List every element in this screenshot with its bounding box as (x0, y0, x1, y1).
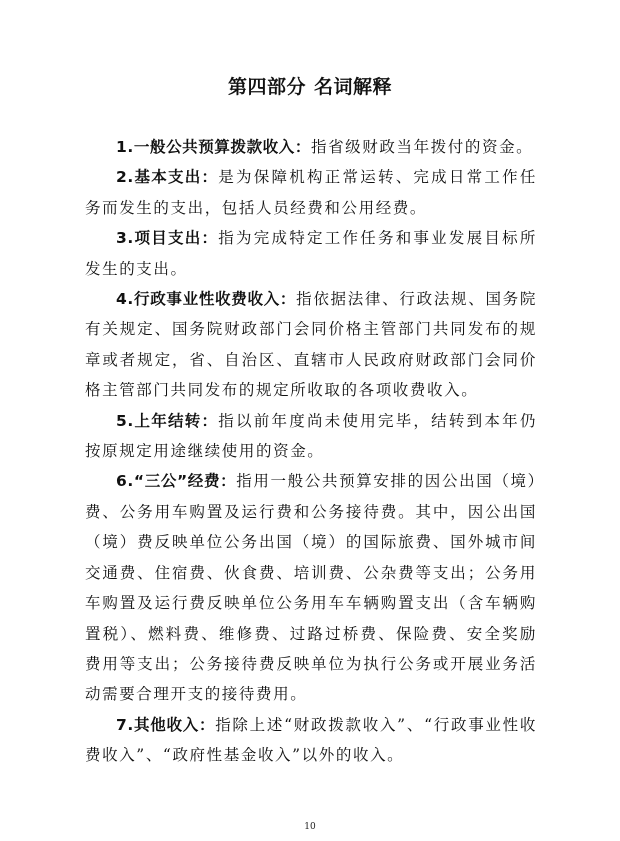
definition-term: 1.一般公共预算拨款收入： (116, 138, 311, 156)
definition-term: 5.上年结转： (116, 411, 219, 430)
definition-paragraph (85, 284, 537, 406)
definition-paragraph (85, 406, 537, 467)
page-title (0, 72, 620, 99)
title-name: 名词解释 (314, 76, 393, 98)
definition-term: 2.基本支出： (116, 168, 219, 187)
definition-text: 指为完成特定工作任务和事业发展目标所发生的支出。 (85, 229, 537, 278)
definition-text: 指省级财政当年拨付的资金。 (310, 138, 534, 156)
definition-paragraph (85, 223, 537, 284)
title-part: 第四部分 (227, 76, 306, 98)
definition-paragraph (85, 710, 537, 771)
page-number: 10 (304, 822, 316, 832)
definition-text: 指依据法律、行政法规、国务院有关规定、国务院财政部门会同价格主管部门共同发布的规章或者规定，省、自治区、直辖市人民政府财政部门会同价格主管部门共同发布的规定所收取的各项收费收入。 (85, 290, 537, 400)
definition-text: 是为保障机构正常运转、完成日常工作任务而发生的支出，包括人员经费和公用经费。 (85, 168, 537, 217)
definition-paragraph (85, 466, 537, 709)
definition-paragraph (85, 162, 537, 223)
definition-text: 指除上述“财政拨款收入”、“行政事业性收费收入”、“政府性基金收入”以外的收入。 (85, 715, 538, 765)
definition-text: 指以前年度尚未使用完毕，结转到本年仍按原规定用途继续使用的资金。 (85, 411, 537, 461)
definition-term: 4.行政事业性收费收入： (116, 290, 297, 309)
definition-term: 3.项目支出： (116, 229, 219, 248)
definition-term: 7.其他收入： (116, 715, 216, 734)
definition-paragraph (85, 132, 537, 162)
definitions-list (85, 132, 537, 771)
definition-text: 指用一般公共预算安排的因公出国（境）费、公务用车购置及运行费和公务接待费。其中，因公出国（境）费反映单位公务出国（境）的国际旅费、国外城市间交通费、住宿费、伙食费、培训费、公杂费等支出；公务用车购置及运行费反映单位公务用车车辆购置支出（含车辆购置税）、燃料费、维修费、过路过桥费、保险费、安全奖励费用等支出；公务接待费反映单位为执行公务或开展业务活动需要合理开支的接待费用。 (85, 472, 537, 704)
definition-term: 6.“三公”经费： (116, 472, 237, 491)
